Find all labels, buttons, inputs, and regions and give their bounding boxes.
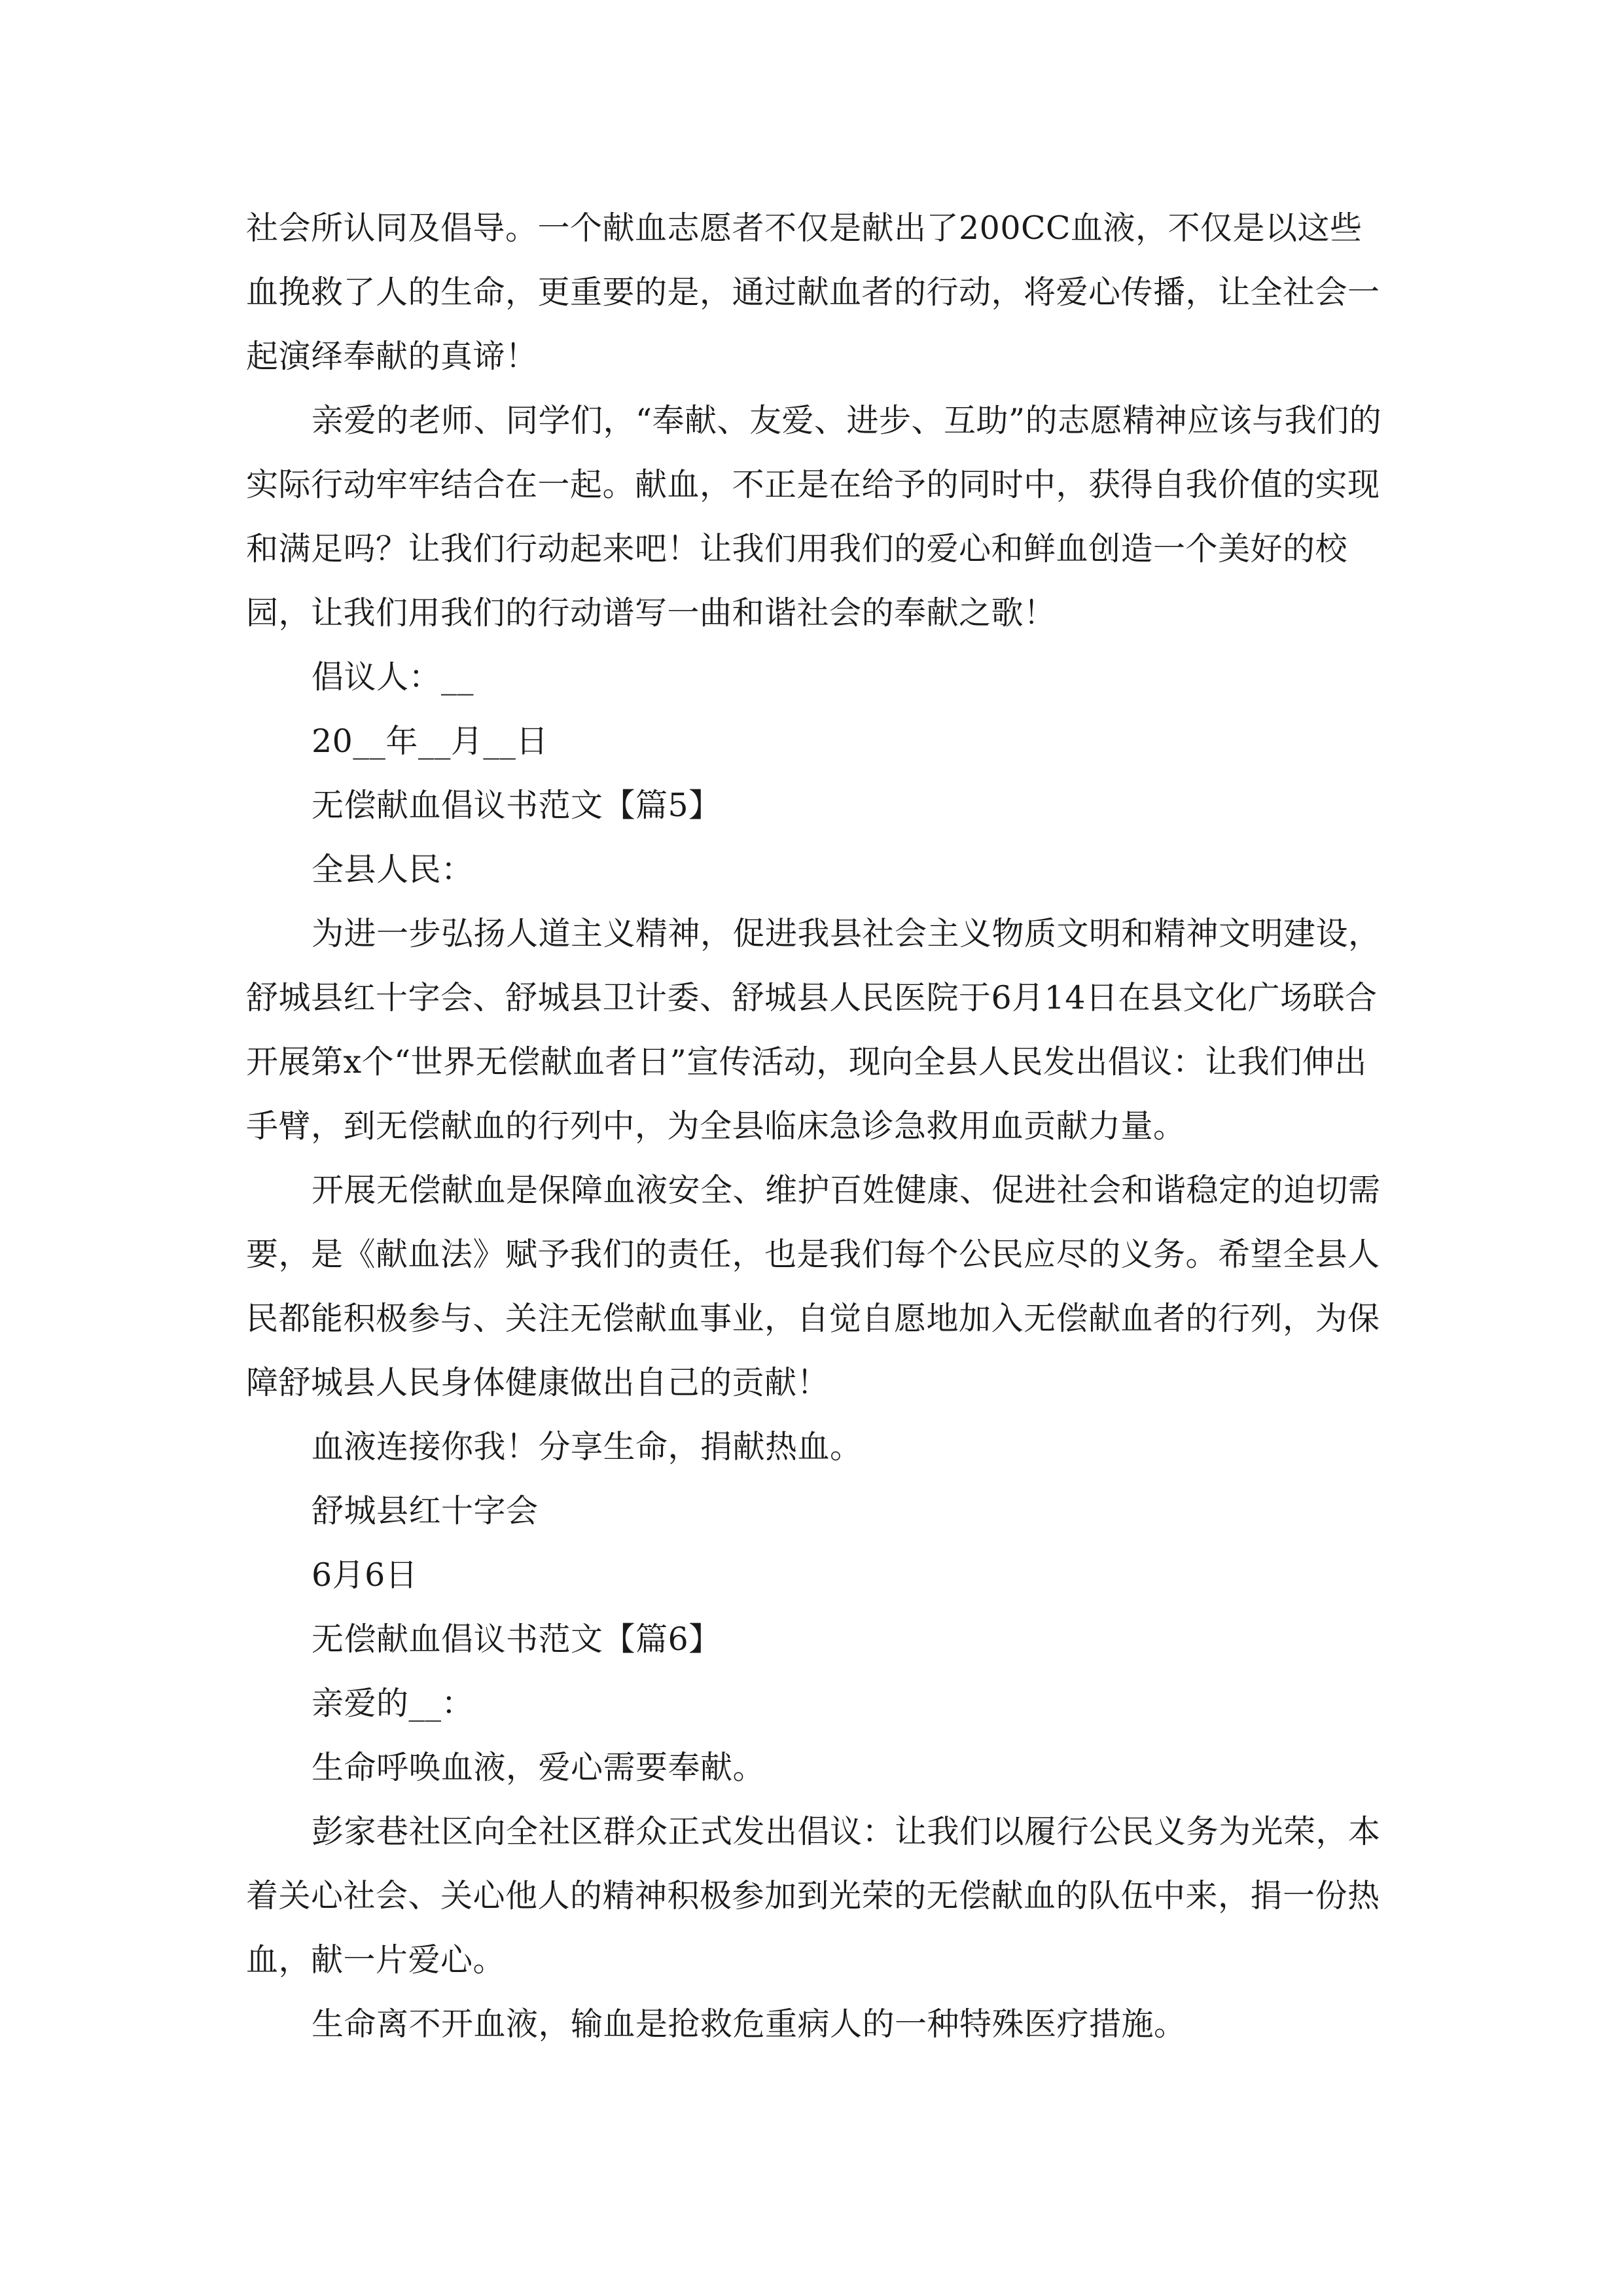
- signature-organization: 舒城县红十字会: [312, 1492, 539, 1530]
- proposer-line: 倡议人：__: [312, 658, 474, 696]
- section-heading: 无偿献血倡议书范文【篇5】: [312, 787, 721, 824]
- paragraph: 亲爱的老师、同学们，“奉献、友爱、进步、互助”的志愿精神应该与我们的实际行动牢牢结合在一起。献血，不正是在给予的同时中，获得自我价值的实现和满足吗？让我们行动起来吧！让我们用我们的爱心和鲜血创造一个美好的校园，让我们用我们的行动谱写一曲和谐社会的奉献之歌！: [246, 402, 1382, 632]
- document-body: [246, 196, 1383, 2056]
- paragraph: 生命呼唤血液，爱心需要奉献。: [312, 1749, 766, 1786]
- section-heading: 无偿献血倡议书范文【篇6】: [312, 1621, 721, 1658]
- salutation: 全县人民：: [312, 851, 474, 888]
- date-line: 20__年__月__日: [312, 723, 548, 760]
- paragraph: 社会所认同及倡导。一个献血志愿者不仅是献出了200CC血液，不仅是以这些血挽救了人的生命，更重要的是，通过献血者的行动，将爱心传播，让全社会一起演绎奉献的真谛！: [246, 209, 1380, 375]
- salutation: 亲爱的__：: [312, 1685, 474, 1722]
- paragraph: 生命离不开血液，输血是抢救危重病人的一种特殊医疗措施。: [312, 2005, 1186, 2043]
- signature-date: 6月6日: [312, 1556, 418, 1594]
- paragraph: 彭家巷社区向全社区群众正式发出倡议：让我们以履行公民义务为光荣，本着关心社会、关心他人的精神积极参加到光荣的无偿献血的队伍中来，捐一份热血，献一片爱心。: [246, 1813, 1381, 1979]
- paragraph: 开展无偿献血是保障血液安全、维护百姓健康、促进社会和谐稳定的迫切需要，是《献血法》赋予我们的责任，也是我们每个公民应尽的义务。希望全县人民都能积极参与、关注无偿献血事业，自觉自愿地加入无偿献血者的行列，为保障舒城县人民身体健康做出自己的贡献！: [246, 1172, 1381, 1401]
- slogan: 血液连接你我！分享生命，捐献热血。: [312, 1428, 863, 1465]
- paragraph: 为进一步弘扬人道主义精神，促进我县社会主义物质文明和精神文明建设，舒城县红十字会、舒城县卫计委、舒城县人民医院于6月14日在县文化广场联合开展第x个“世界无偿献血者日”宣传活动，现向全县人民发出倡议：让我们伸出手臂，到无偿献血的行列中，为全县临床急诊急救用血贡献力量。: [246, 915, 1381, 1145]
